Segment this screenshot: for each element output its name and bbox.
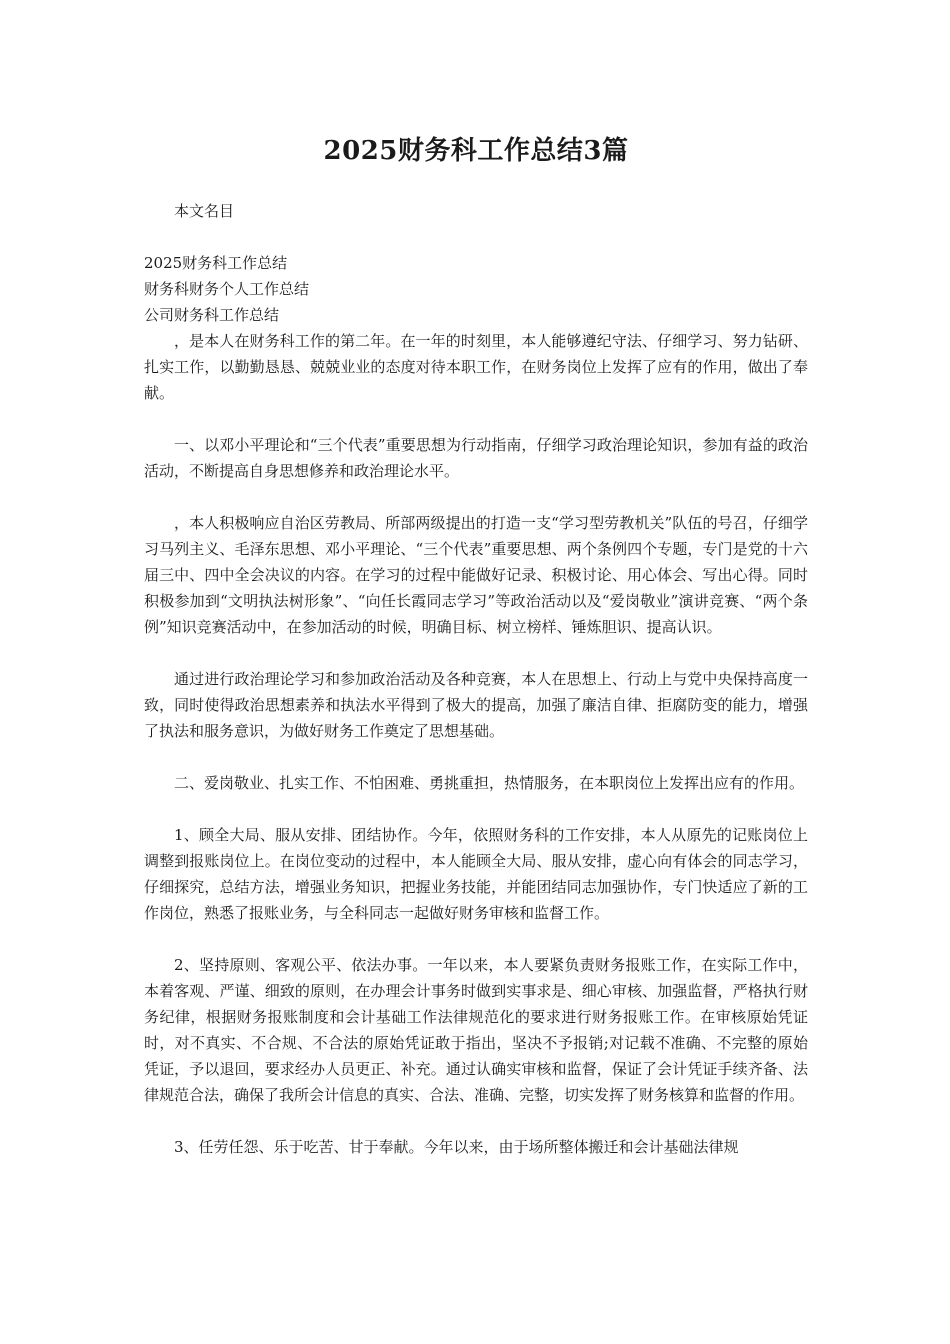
paragraph: 2、坚持原则、客观公平、依法办事。一年以来，本人要紧负责财务报账工作，在实际工作中，本着客观、严谨、细致的原则，在办理会计事务时做到实事求是、细心审核、加强监督，严格执行财务纪律，根据财务报账制度和会计基础工作法律规范化的要求进行财务报账工作。在审核原始凭证时，对不真实、不合规、不合法的原始凭证敢于指出，坚决不予报销;对记载不准确、不完整的原始凭证，予以退回，要求经办人员更正、补充。通过认确实审核和监督，保证了会计凭证手续齐备、法律规范合法，确保了我所会计信息的真实、合法、准确、完整，切实发挥了财务核算和监督的作用。 xyxy=(144,956,808,1104)
toc-item: 财务科财务个人工作总结 xyxy=(144,280,310,298)
paragraph: 3、任劳任怨、乐于吃苦、甘于奉献。今年以来，由于场所整体搬迁和会计基础法律规 xyxy=(174,1138,739,1156)
paragraph: ，是本人在财务科工作的第二年。在一年的时刻里，本人能够遵纪守法、仔细学习、努力钻研、扎实工作，以勤勤恳恳、兢兢业业的态度对待本职工作，在财务岗位上发挥了应有的作用，做出了奉献。 xyxy=(144,332,808,402)
paragraph: 通过进行政治理论学习和参加政治活动及各种竞赛，本人在思想上、行动上与党中央保持高度一致，同时使得政治思想素养和执法水平得到了极大的提高，加强了廉洁自律、拒腐防变的能力，增强了执法和服务意识，为做好财务工作奠定了思想基础。 xyxy=(144,670,808,740)
paragraph: 一、以邓小平理论和“三个代表”重要思想为行动指南，仔细学习政治理论知识，参加有益的政治活动，不断提高自身思想修养和政治理论水平。 xyxy=(144,436,808,480)
document-body xyxy=(144,198,808,1160)
toc-item: 公司财务科工作总结 xyxy=(144,306,280,324)
toc-item: 2025财务科工作总结 xyxy=(144,254,288,272)
document-title: 2025财务科工作总结3篇 xyxy=(323,136,629,166)
toc-label: 本文名目 xyxy=(174,202,235,220)
paragraph: ，本人积极响应自治区劳教局、所部两级提出的打造一支“学习型劳教机关”队伍的号召，仔细学习马列主义、毛泽东思想、邓小平理论、“三个代表”重要思想、两个条例四个专题，专门是党的十六届三中、四中全会决议的内容。在学习的过程中能做好记录、积极讨论、用心体会、写出心得。同时积极参加到“文明执法树形象”、“向任长霞同志学习”等政治活动以及“爱岗敬业”演讲竞赛、“两个条例”知识竞赛活动中，在参加活动的时候，明确目标、树立榜样、锤炼胆识、提高认识。 xyxy=(144,514,808,636)
paragraph: 1、顾全大局、服从安排、团结协作。今年，依照财务科的工作安排，本人从原先的记账岗位上调整到报账岗位上。在岗位变动的过程中，本人能顾全大局、服从安排，虚心向有体会的同志学习，仔细探究，总结方法，增强业务知识，把握业务技能，并能团结同志加强协作，专门快适应了新的工作岗位，熟悉了报账业务，与全科同志一起做好财务审核和监督工作。 xyxy=(144,826,808,922)
paragraph: 二、爱岗敬业、扎实工作、不怕困难、勇挑重担，热情服务，在本职岗位上发挥出应有的作用。 xyxy=(174,774,805,792)
